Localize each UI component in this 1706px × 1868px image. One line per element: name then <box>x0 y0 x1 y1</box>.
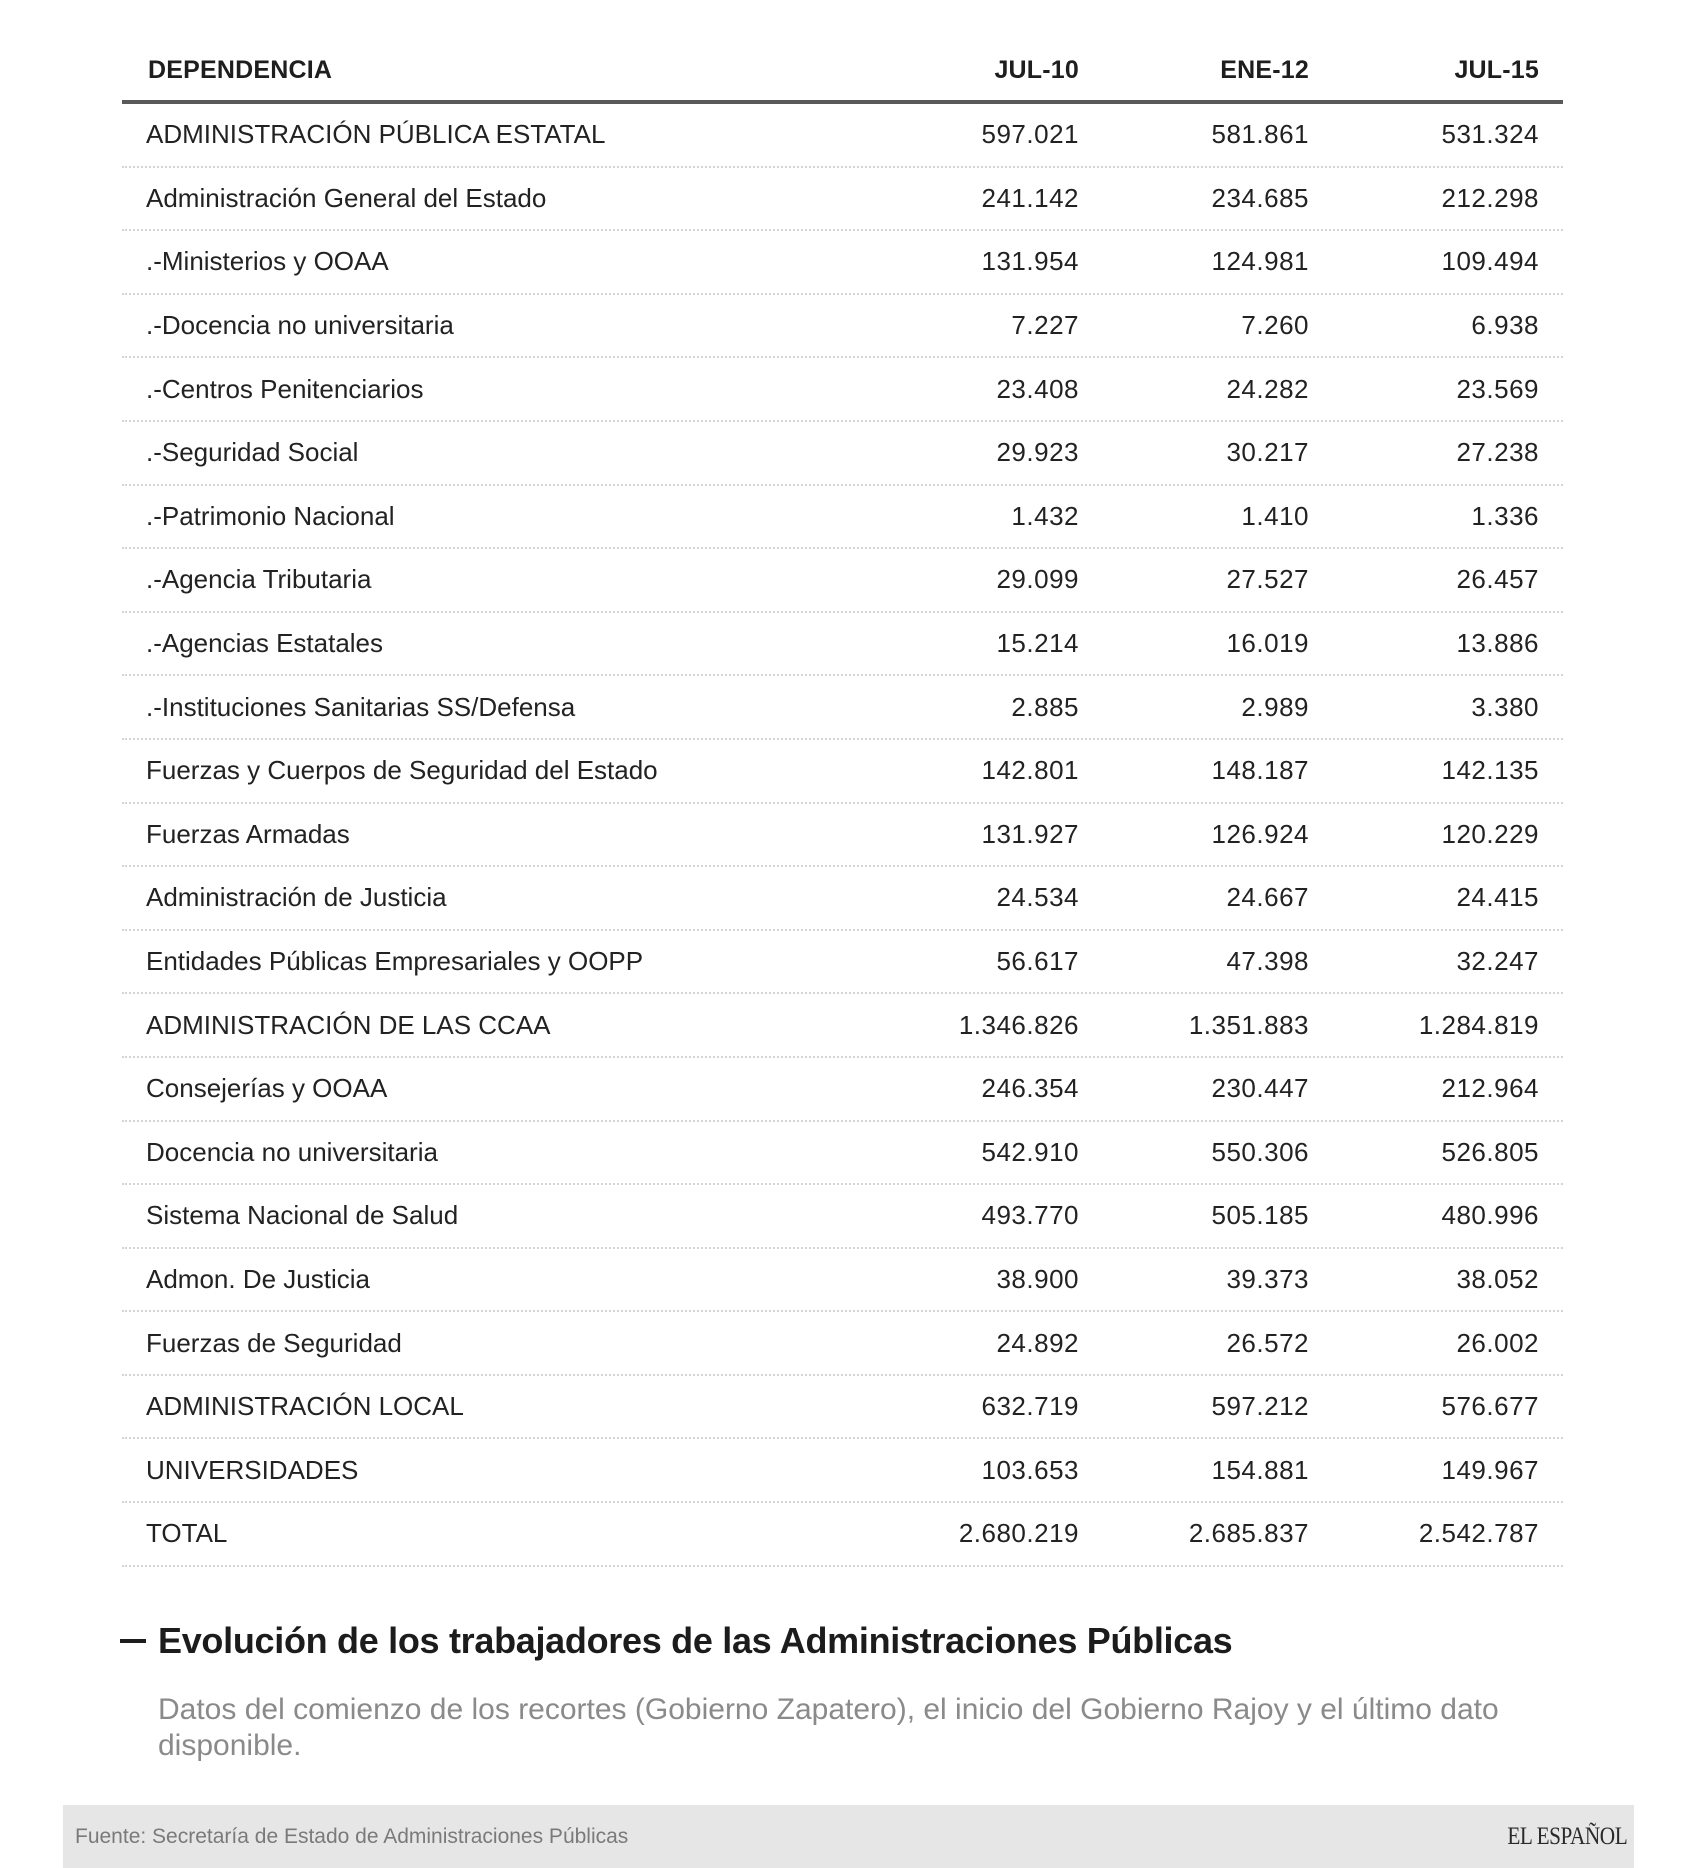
row-value: 24.534 <box>996 882 1079 913</box>
row-label: UNIVERSIDADES <box>146 1454 359 1485</box>
row-value: 597.021 <box>981 119 1079 150</box>
title-text: Evolución de los trabajadores de las Administraciones Públicas <box>158 1620 1233 1661</box>
table-row <box>122 1122 1563 1186</box>
row-value: 526.805 <box>1441 1136 1539 1167</box>
table-header <box>122 40 1563 104</box>
row-value: 632.719 <box>981 1391 1079 1422</box>
table-row <box>122 231 1563 295</box>
row-label: ADMINISTRACIÓN LOCAL <box>146 1391 464 1422</box>
row-value: 131.954 <box>981 246 1079 277</box>
row-value: 7.260 <box>1241 310 1309 341</box>
table-row <box>122 1376 1563 1440</box>
footer-bar <box>63 1805 1634 1868</box>
row-value: 29.099 <box>996 564 1079 595</box>
row-label: Administración General del Estado <box>146 182 547 213</box>
row-value: 16.019 <box>1226 628 1309 659</box>
row-value: 1.336 <box>1471 500 1539 531</box>
row-label: .-Centros Penitenciarios <box>146 373 424 404</box>
row-value: 2.885 <box>1011 691 1079 722</box>
row-value: 26.002 <box>1456 1327 1539 1358</box>
row-label: .-Ministerios y OOAA <box>146 246 389 277</box>
row-value: 27.238 <box>1456 437 1539 468</box>
row-value: 56.617 <box>996 946 1079 977</box>
row-value: 24.667 <box>1226 882 1309 913</box>
row-value: 597.212 <box>1211 1391 1309 1422</box>
column-header-dependencia: DEPENDENCIA <box>148 55 333 84</box>
table-row <box>122 994 1563 1058</box>
row-value: 505.185 <box>1211 1200 1309 1231</box>
row-label: Consejerías y OOAA <box>146 1073 388 1104</box>
row-value: 103.653 <box>981 1454 1079 1485</box>
table-row <box>122 104 1563 168</box>
table-row <box>122 358 1563 422</box>
row-value: 148.187 <box>1211 755 1309 786</box>
row-value: 212.964 <box>1441 1073 1539 1104</box>
data-table <box>122 40 1563 1567</box>
row-value: 13.886 <box>1456 628 1539 659</box>
row-value: 2.685.837 <box>1188 1518 1309 1549</box>
table-row <box>122 1249 1563 1313</box>
row-value: 26.572 <box>1226 1327 1309 1358</box>
row-value: 124.981 <box>1211 246 1309 277</box>
table-row <box>122 549 1563 613</box>
table-subtitle: Datos del comienzo de los recortes (Gobierno Zapatero), el inicio del Gobierno Rajoy y el último dato disponible. <box>158 1693 1499 1762</box>
row-label: TOTAL <box>146 1518 228 1549</box>
row-label: .-Agencia Tributaria <box>146 564 372 595</box>
row-label: .-Seguridad Social <box>146 437 359 468</box>
row-label: ADMINISTRACIÓN PÚBLICA ESTATAL <box>146 119 606 150</box>
row-value: 142.135 <box>1441 755 1539 786</box>
table-row <box>122 867 1563 931</box>
el-espanol-logo: EL ESPAÑOL <box>1507 1822 1628 1850</box>
column-header-jul-15: JUL-15 <box>1454 55 1539 84</box>
row-label: Entidades Públicas Empresariales y OOPP <box>146 946 644 977</box>
row-value: 142.801 <box>981 755 1079 786</box>
row-value: 6.938 <box>1471 310 1539 341</box>
title-dash <box>120 1639 146 1643</box>
row-value: 2.989 <box>1241 691 1309 722</box>
row-value: 1.351.883 <box>1188 1009 1309 1040</box>
row-value: 480.996 <box>1441 1200 1539 1231</box>
column-header-ene-12: ENE-12 <box>1220 55 1309 84</box>
row-value: 550.306 <box>1211 1136 1309 1167</box>
row-label: Fuerzas de Seguridad <box>146 1327 402 1358</box>
row-value: 30.217 <box>1226 437 1309 468</box>
row-label: .-Instituciones Sanitarias SS/Defensa <box>146 691 576 722</box>
row-value: 1.284.819 <box>1418 1009 1539 1040</box>
table-body <box>122 104 1563 1567</box>
row-value: 15.214 <box>996 628 1079 659</box>
table-row <box>122 1185 1563 1249</box>
table-row <box>122 1439 1563 1503</box>
column-header-jul-10: JUL-10 <box>994 55 1079 84</box>
row-value: 24.282 <box>1226 373 1309 404</box>
row-value: 149.967 <box>1441 1454 1539 1485</box>
row-label: Admon. De Justicia <box>146 1263 370 1294</box>
table-row <box>122 486 1563 550</box>
row-value: 2.542.787 <box>1418 1518 1539 1549</box>
row-value: 7.227 <box>1011 310 1079 341</box>
row-value: 24.892 <box>996 1327 1079 1358</box>
row-value: 1.432 <box>1011 500 1079 531</box>
table-row <box>122 295 1563 359</box>
table-title <box>120 1620 1232 1662</box>
row-value: 38.900 <box>996 1263 1079 1294</box>
row-value: 493.770 <box>981 1200 1079 1231</box>
row-label: Sistema Nacional de Salud <box>146 1200 459 1231</box>
row-value: 29.923 <box>996 437 1079 468</box>
row-value: 1.410 <box>1241 500 1309 531</box>
row-value: 131.927 <box>981 818 1079 849</box>
row-value: 1.346.826 <box>958 1009 1079 1040</box>
row-value: 23.569 <box>1456 373 1539 404</box>
table-row <box>122 422 1563 486</box>
row-value: 581.861 <box>1211 119 1309 150</box>
row-label: Fuerzas y Cuerpos de Seguridad del Estado <box>146 755 658 786</box>
row-value: 542.910 <box>981 1136 1079 1167</box>
row-label: Docencia no universitaria <box>146 1136 438 1167</box>
row-value: 126.924 <box>1211 818 1309 849</box>
row-value: 234.685 <box>1211 182 1309 213</box>
row-value: 230.447 <box>1211 1073 1309 1104</box>
row-value: 26.457 <box>1456 564 1539 595</box>
row-value: 27.527 <box>1226 564 1309 595</box>
row-label: Administración de Justicia <box>146 882 447 913</box>
row-label: ADMINISTRACIÓN DE LAS CCAA <box>146 1009 551 1040</box>
row-value: 32.247 <box>1456 946 1539 977</box>
row-value: 212.298 <box>1441 182 1539 213</box>
row-value: 23.408 <box>996 373 1079 404</box>
table-row <box>122 168 1563 232</box>
row-label: Fuerzas Armadas <box>146 818 350 849</box>
row-value: 531.324 <box>1441 119 1539 150</box>
row-label: .-Agencias Estatales <box>146 628 384 659</box>
table-row <box>122 676 1563 740</box>
row-value: 3.380 <box>1471 691 1539 722</box>
table-row <box>122 740 1563 804</box>
row-label: .-Patrimonio Nacional <box>146 500 395 531</box>
table-row <box>122 1503 1563 1567</box>
row-label: .-Docencia no universitaria <box>146 310 454 341</box>
row-value: 241.142 <box>981 182 1079 213</box>
row-value: 39.373 <box>1226 1263 1309 1294</box>
row-value: 120.229 <box>1441 818 1539 849</box>
row-value: 38.052 <box>1456 1263 1539 1294</box>
row-value: 24.415 <box>1456 882 1539 913</box>
table-row <box>122 1312 1563 1376</box>
row-value: 154.881 <box>1211 1454 1309 1485</box>
row-value: 47.398 <box>1226 946 1309 977</box>
row-value: 576.677 <box>1441 1391 1539 1422</box>
source-note: Fuente: Secretaría de Estado de Administraciones Públicas <box>75 1824 629 1848</box>
table-row <box>122 1058 1563 1122</box>
row-value: 2.680.219 <box>958 1518 1079 1549</box>
table-row <box>122 931 1563 995</box>
row-value: 246.354 <box>981 1073 1079 1104</box>
table-row <box>122 613 1563 677</box>
table-row <box>122 804 1563 868</box>
row-value: 109.494 <box>1441 246 1539 277</box>
